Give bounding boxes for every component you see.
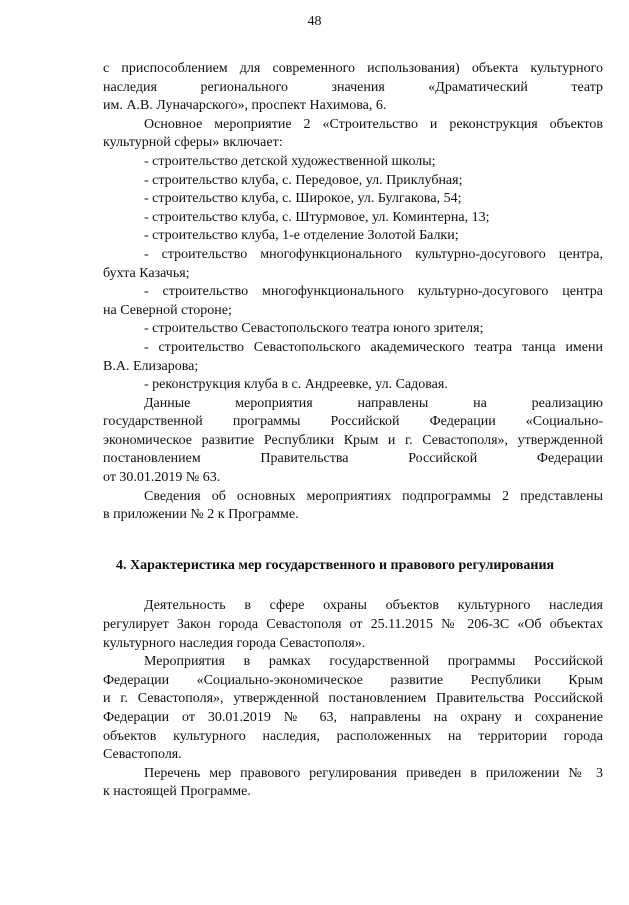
text-line: - строительство многофункционального культурно-досугового центра xyxy=(144,284,603,300)
text-line: от 30.01.2019 № 63. xyxy=(103,470,221,486)
text-line: Деятельность в сфере охраны объектов культурного наследия xyxy=(144,598,603,614)
text-line: к настоящей Программе. xyxy=(103,784,251,800)
text-line: культурной сферы» включает: xyxy=(103,135,283,151)
text-line: экономическое развитие Республики Крым и г. Севастополя», утвержденной xyxy=(103,432,603,448)
text-line: бухта Казачья; xyxy=(103,265,190,281)
text-line: Мероприятия в рамках государственной программы Российской xyxy=(144,654,603,670)
page-number: 48 xyxy=(307,14,322,29)
text-line: и г. Севастополя», утвержденной постановлением Правительства Российской xyxy=(103,691,603,707)
text-line: - строительство клуба, 1-е отделение Золотой Балки; xyxy=(144,228,459,244)
text-line: - строительство клуба, с. Штурмовое, ул. Коминтерна, 13; xyxy=(144,209,490,225)
text-line: - строительство клуба, с. Передовое, ул. Приклубная; xyxy=(144,172,463,188)
text-line: государственной программы Российской Федерации «Социально- xyxy=(103,414,603,430)
text-line: Сведения об основных мероприятиях подпрограммы 2 представлены xyxy=(144,488,603,504)
text-line: с приспособлением для современного использования) объекта культурного xyxy=(103,61,603,76)
text-line: Данные мероприятия направлены на реализацию xyxy=(144,395,603,411)
text-line: - строительство Севастопольского академического театра танца имени xyxy=(144,339,603,355)
text-line: в приложении № 2 к Программе. xyxy=(103,507,299,523)
text-line: постановлением Правительства Российской Федерации xyxy=(103,451,603,467)
text-line: им. А.В. Луначарского», проспект Нахимова, 6. xyxy=(103,98,387,114)
text-block-regulation xyxy=(103,597,603,802)
text-line: - строительство Севастопольского театра юного зрителя; xyxy=(144,321,484,337)
text-line: Основное мероприятие 2 «Строительство и реконструкция объектов xyxy=(144,116,603,132)
text-line: объектов культурного наследия, расположенных на территории города xyxy=(103,728,603,744)
text-line: Федерации «Социально-экономическое развитие Республики Крым xyxy=(103,672,603,688)
text-line: на Северной стороне; xyxy=(103,302,232,318)
text-line: - реконструкция клуба в с. Андреевке, ул. Садовая. xyxy=(144,377,448,393)
text-line: В.А. Елизарова; xyxy=(103,358,199,374)
text-line: Федерации от 30.01.2019 № 63, направлены на охрану и сохранение xyxy=(103,710,603,725)
text-line: наследия регионального значения «Драматический театр xyxy=(103,79,603,95)
text-line: регулирует Закон города Севастополя от 25.11.2015 № 206-ЗС «Об объектах xyxy=(103,617,603,633)
text-line: культурного наследия города Севастополя». xyxy=(103,635,366,651)
section-heading: 4. Характеристика мер государственного и правового регулирования xyxy=(116,557,555,573)
text-line: - строительство клуба, с. Широкое, ул. Булгакова, 54; xyxy=(144,191,462,207)
text-line: Севастополя. xyxy=(103,747,182,763)
text-line: - строительство многофункционального культурно-досугового центра, xyxy=(144,246,603,262)
document-body xyxy=(103,60,603,802)
text-line: Перечень мер правового регулирования приведен в приложении № 3 xyxy=(144,765,603,781)
text-block-measures xyxy=(103,60,603,525)
text-line: - строительство детской художественной школы; xyxy=(144,153,436,169)
